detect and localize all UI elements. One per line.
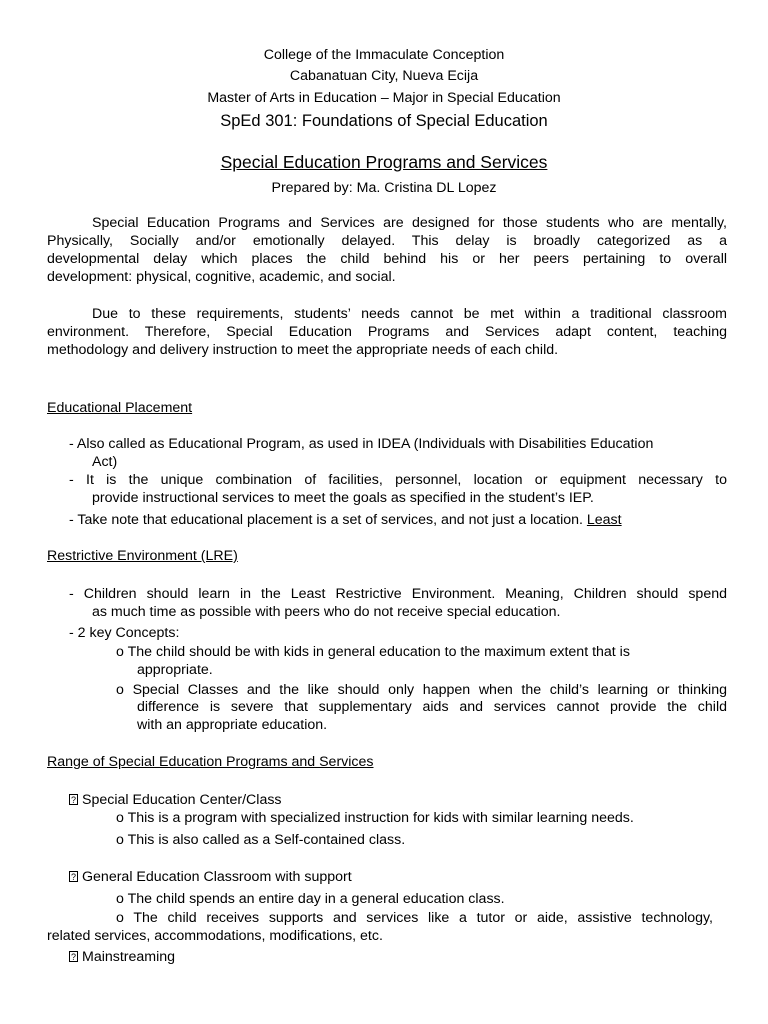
missing-glyph-icon (69, 871, 78, 882)
document-title (0, 152, 768, 173)
prepared-by: Prepared by: Ma. Cristina DL Lopez (271, 180, 497, 196)
intro-p1-line3: developmental delay which places the child behind his or her peers pertaining to overall (47, 251, 727, 267)
college-name: College of the Immaculate Conception (263, 47, 505, 63)
lre-concept-2: o Special Classes and the like should only happen when the child’s learning or thinking (116, 682, 727, 698)
lre-bullet-1: - Children should learn in the Least Restrictive Environment. Meaning, Children should spend (69, 586, 727, 602)
range-center-sub-1: o This is a program with specialized instruction for kids with similar learning needs. (116, 810, 634, 826)
placement-bullet-3-text: - Take note that educational placement is a set of services, and not just a location. (69, 512, 587, 528)
lre-concept-1: o The child should be with kids in general education to the maximum extent that is (116, 644, 630, 660)
lre-concept-2-cont1: difference is severe that supplementary aids and services cannot provide the child (137, 699, 727, 715)
range-center-sub-2: o This is also called as a Self-contained class. (116, 832, 406, 848)
degree-program: Master of Arts in Education – Major in Special Education (207, 90, 561, 106)
intro-p2-line3: methodology and delivery instruction to meet the appropriate needs of each child. (47, 342, 559, 358)
college-city: Cabanatuan City, Nueva Ecija (289, 68, 479, 84)
range-general-sub-1: o The child spends an entire day in a general education class. (116, 891, 505, 907)
course-title: SpEd 301: Foundations of Special Education (220, 112, 548, 130)
range-item-center-label: Special Education Center/Class (82, 792, 282, 808)
placement-bullet-1-cont: Act) (92, 454, 118, 470)
range-general-sub-2-cont: related services, accommodations, modifications, etc. (47, 928, 383, 944)
intro-p1-line4: development: physical, cognitive, academic, and social. (47, 269, 396, 285)
lre-heading: Restrictive Environment (LRE) (47, 548, 238, 564)
placement-bullet-2: - It is the unique combination of facilities, personnel, location or equipment necessary to (69, 472, 727, 488)
range-item-general (69, 869, 352, 886)
document-title-text: Special Education Programs and Services (220, 152, 548, 172)
intro-p2-line2: environment. Therefore, Special Education Programs and Services adapt content, teaching (47, 324, 727, 340)
lre-concept-2-cont2: with an appropriate education. (137, 717, 328, 733)
range-heading: Range of Special Education Programs and Services (47, 754, 374, 770)
least-word: Least (586, 512, 622, 528)
lre-bullet-1-cont: as much time as possible with peers who do not receive special education. (92, 604, 561, 620)
intro-p1-line2: Physically, Socially and/or emotionally delayed. This delay is broadly categorized as a (47, 233, 727, 249)
lre-bullet-2: - 2 key Concepts: (69, 625, 180, 641)
range-item-mainstreaming-label: Mainstreaming (82, 949, 176, 965)
range-item-center (69, 792, 282, 809)
missing-glyph-icon (69, 951, 78, 962)
intro-p1-line1: Special Education Programs and Services are designed for those students who are mentally, (92, 215, 727, 231)
range-item-mainstreaming (69, 949, 175, 966)
placement-heading: Educational Placement (47, 400, 193, 416)
intro-p2-line1: Due to these requirements, students’ needs cannot be met within a traditional classroom (92, 306, 727, 322)
range-item-general-label: General Education Classroom with support (82, 869, 352, 885)
missing-glyph-icon (69, 794, 78, 805)
placement-bullet-1: - Also called as Educational Program, as used in IDEA (Individuals with Disabilities Education (69, 436, 654, 452)
placement-bullet-3 (69, 512, 622, 529)
range-general-sub-2: o The child receives supports and services like a tutor or aide, assistive technology, (116, 910, 713, 926)
placement-bullet-2-cont: provide instructional services to meet the goals as specified in the student’s IEP. (92, 490, 594, 506)
lre-concept-1-cont: appropriate. (137, 662, 213, 678)
